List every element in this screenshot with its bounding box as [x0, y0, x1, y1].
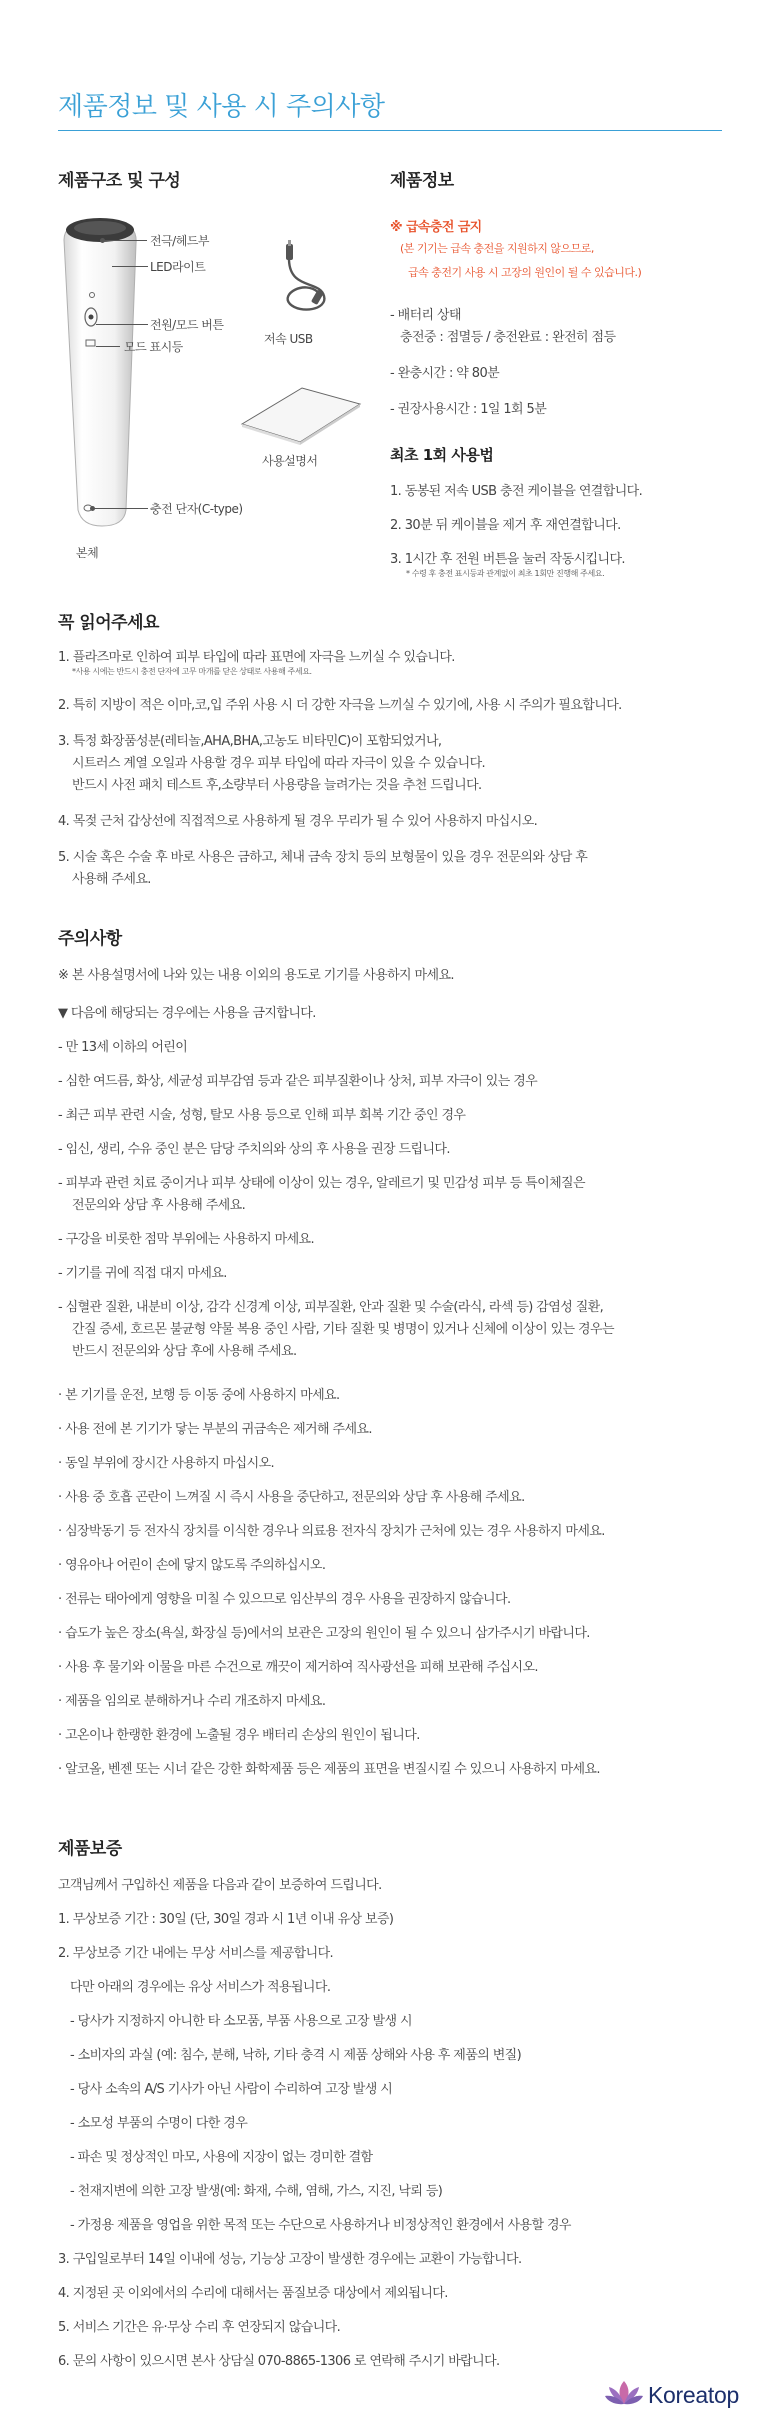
must-read-item: 1. 플라즈마로 인하여 피부 타입에 따라 표면에 자극을 느끼실 수 있습니다.	[58, 650, 455, 665]
prohibit-item: - 최근 피부 관련 시술, 성형, 탈모 사용 등으로 인해 피부 회복 기간 중인 경우	[58, 1108, 466, 1123]
caution-heading: 주의사항	[58, 929, 122, 949]
label-manual: 사용설명서	[262, 454, 318, 468]
brand-logo-text: Koreatop	[648, 2382, 739, 2408]
caution-item: · 전류는 태아에게 영향을 미칠 수 있으므로 임산부의 경우 사용을 권장하지 않습니다.	[58, 1592, 511, 1607]
battery-status-title: - 배터리 상태	[390, 308, 461, 323]
warranty-line: 3. 구입일로부터 14일 이내에 성능, 기능상 고장이 발생한 경우에는 교환이 가능합니다.	[58, 2252, 522, 2267]
warranty-line: 다만 아래의 경우에는 유상 서비스가 적용됩니다.	[70, 1980, 331, 1995]
must-read-note: *사용 시에는 반드시 충전 단자에 고무 마개를 닫은 상태로 사용해 주세요.	[72, 667, 312, 676]
must-read-item: 3. 특정 화장품성분(레티놀,AHA,BHA,고농도 비타민C)이 포함되었거나,	[58, 734, 442, 749]
fast-charge-warning-line: (본 기기는 급속 충전을 지원하지 않으므로,	[400, 242, 594, 255]
warranty-line: - 천재지변에 의한 고장 발생(예: 화재, 수해, 염해, 가스, 지진, 낙뢰 등)	[70, 2184, 443, 2199]
caution-item: · 본 기기를 운전, 보행 등 이동 중에 사용하지 마세요.	[58, 1388, 340, 1403]
warranty-line: 6. 문의 사항이 있으시면 본사 상담실 070-8865-1306 로 연락해 주시기 바랍니다.	[58, 2354, 500, 2369]
title-divider	[58, 130, 722, 131]
prohibit-item-cont: 반드시 전문의와 상담 후에 사용해 주세요.	[72, 1344, 297, 1359]
lotus-logo-icon	[604, 2378, 644, 2408]
label-led: LED라이트	[150, 260, 206, 274]
charge-time: - 완충시간 : 약 80분	[390, 366, 500, 381]
must-read-item-cont: 시트러스 계열 오일과 사용할 경우 피부 타입에 따라 자극이 있을 수 있습니다.	[72, 756, 486, 771]
caution-item: · 심장박동기 등 전자식 장치를 이식한 경우나 의료용 전자식 장치가 근처에 있는 경우 사용하지 마세요.	[58, 1524, 605, 1539]
label-mode-indicator: 모드 표시등	[124, 340, 183, 354]
first-use-step: 3. 1시간 후 전원 버튼을 눌러 작동시킵니다.	[390, 552, 625, 567]
caution-item: · 영유아나 어린이 손에 닿지 않도록 주의하십시오.	[58, 1558, 326, 1573]
prohibit-item: - 임신, 생리, 수유 중인 분은 담당 주치의와 상의 후 사용을 권장 드립니다.	[58, 1142, 450, 1157]
must-read-item-cont: 반드시 사전 패치 테스트 후,소량부터 사용량을 늘려가는 것을 추천 드립니다.	[72, 778, 482, 793]
label-usb: 저속 USB	[264, 332, 313, 346]
prohibit-item-cont: 전문의와 상담 후 사용해 주세요.	[72, 1198, 246, 1213]
warranty-line: 2. 무상보증 기간 내에는 무상 서비스를 제공합니다.	[58, 1946, 334, 1961]
warranty-line: - 당사 소속의 A/S 기사가 아닌 사람이 수리하여 고장 발생 시	[70, 2082, 393, 2097]
caution-item: · 알코올, 벤젠 또는 시너 같은 강한 화학제품 등은 제품의 표면을 변질시킬 수 있으니 사용하지 마세요.	[58, 1762, 600, 1777]
warranty-line: 1. 무상보증 기간 : 30일 (단, 30일 경과 시 1년 이내 유상 보증)	[58, 1912, 394, 1927]
info-heading: 제품정보	[390, 171, 454, 191]
manual-illustration	[236, 384, 366, 446]
caution-item: · 사용 중 호흡 곤란이 느껴질 시 즉시 사용을 중단하고, 전문의와 상담 후 사용해 주세요.	[58, 1490, 525, 1505]
must-read-item: 5. 시술 혹은 수술 후 바로 사용은 금하고, 체내 금속 장치 등의 보형물이 있을 경우 전문의와 상담 후	[58, 850, 588, 865]
warranty-line: - 소비자의 과실 (예: 침수, 분해, 낙하, 기타 충격 시 제품 상해와 사용 후 제품의 변질)	[70, 2048, 522, 2063]
battery-status-text: 충전중 : 점멸등 / 충전완료 : 완전히 점등	[400, 330, 616, 345]
warranty-heading: 제품보증	[58, 1839, 122, 1859]
first-use-heading: 최초 1회 사용법	[390, 446, 494, 464]
must-read-item: 4. 목젖 근처 갑상선에 직접적으로 사용하게 될 경우 무리가 될 수 있어 사용하지 마십시오.	[58, 814, 538, 829]
first-use-note: * 수령 후 충전 표시등과 관계없이 최초 1회만 진행해 주세요.	[406, 569, 605, 578]
warranty-line: 5. 서비스 기간은 유·무상 수리 후 연장되지 않습니다.	[58, 2320, 341, 2335]
label-charge-port: 충전 단자(C-type)	[150, 502, 243, 516]
caution-item: · 습도가 높은 장소(욕실, 화장실 등)에서의 보관은 고장의 원인이 될 수 있으니 삼가주시기 바랍니다.	[58, 1626, 590, 1641]
first-use-step: 2. 30분 뒤 케이블을 제거 후 재연결합니다.	[390, 518, 621, 533]
prohibit-item-cont: 간질 증세, 호르몬 불균형 약물 복용 중인 사람, 기타 질환 및 병명이 있거나 신체에 이상이 있는 경우는	[72, 1322, 614, 1337]
label-electrode: 전극/헤드부	[150, 234, 210, 248]
warranty-line: 고객님께서 구입하신 제품을 다음과 같이 보증하여 드립니다.	[58, 1878, 382, 1893]
warranty-line: 4. 지정된 곳 이외에서의 수리에 대해서는 품질보증 대상에서 제외됩니다.	[58, 2286, 448, 2301]
first-use-step: 1. 동봉된 저속 USB 충전 케이블을 연결합니다.	[390, 484, 643, 499]
caution-item: · 제품을 임의로 분해하거나 수리 개조하지 마세요.	[58, 1694, 326, 1709]
warranty-line: - 소모성 부품의 수명이 다한 경우	[70, 2116, 248, 2131]
structure-heading: 제품구조 및 구성	[58, 171, 181, 191]
caution-item: · 사용 전에 본 기기가 닿는 부분의 귀금속은 제거해 주세요.	[58, 1422, 372, 1437]
must-read-item-cont: 사용해 주세요.	[72, 872, 151, 887]
prohibit-item: - 기기를 귀에 직접 대지 마세요.	[58, 1266, 227, 1281]
prohibit-title: ▼ 다음에 해당되는 경우에는 사용을 금지합니다.	[58, 1006, 316, 1021]
fast-charge-warning-line: 급속 충전기 사용 시 고장의 원인이 될 수 있습니다.)	[408, 266, 642, 279]
caution-item: · 동일 부위에 장시간 사용하지 마십시오.	[58, 1456, 275, 1471]
prohibit-item: - 피부과 관련 치료 중이거나 피부 상태에 이상이 있는 경우, 알레르기 및 민감성 피부 등 특이체질은	[58, 1176, 585, 1191]
warranty-line: - 파손 및 정상적인 마모, 사용에 지장이 없는 경미한 결함	[70, 2150, 373, 2165]
prohibit-item: - 만 13세 이하의 어린이	[58, 1040, 188, 1055]
must-read-heading: 꼭 읽어주세요	[58, 613, 159, 633]
label-body: 본체	[76, 546, 99, 560]
usb-cable-illustration	[260, 240, 340, 320]
warranty-line: - 당사가 지정하지 아니한 타 소모품, 부품 사용으로 고장 발생 시	[70, 2014, 412, 2029]
prohibit-item: - 심한 여드름, 화상, 세균성 피부감염 등과 같은 피부질환이나 상처, 피부 자극이 있는 경우	[58, 1074, 538, 1089]
usage-time: - 권장사용시간 : 1일 1회 5분	[390, 402, 547, 417]
must-read-item: 2. 특히 지방이 적은 이마,코,입 주위 사용 시 더 강한 자극을 느끼실 수 있기에, 사용 시 주의가 필요합니다.	[58, 698, 622, 713]
fast-charge-warning-title: ※ 급속충전 금지	[390, 220, 482, 235]
page-title: 제품정보 및 사용 시 주의사항	[58, 92, 385, 122]
caution-item: · 사용 후 물기와 이물을 마른 수건으로 깨끗이 제거하여 직사광선을 피해 보관해 주십시오.	[58, 1660, 538, 1675]
label-power-button: 전원/모드 버튼	[150, 318, 224, 332]
prohibit-item: - 구강을 비롯한 점막 부위에는 사용하지 마세요.	[58, 1232, 315, 1247]
caution-intro: ※ 본 사용설명서에 나와 있는 내용 이외의 용도로 기기를 사용하지 마세요.	[58, 968, 454, 983]
caution-item: · 고온이나 한랭한 환경에 노출될 경우 배터리 손상의 원인이 됩니다.	[58, 1728, 420, 1743]
warranty-line: - 가정용 제품을 영업을 위한 목적 또는 수단으로 사용하거나 비정상적인 환경에서 사용할 경우	[70, 2218, 571, 2233]
prohibit-item: - 심혈관 질환, 내분비 이상, 감각 신경계 이상, 피부질환, 안과 질환 및 수술(라식, 라섹 등) 감염성 질환,	[58, 1300, 604, 1315]
